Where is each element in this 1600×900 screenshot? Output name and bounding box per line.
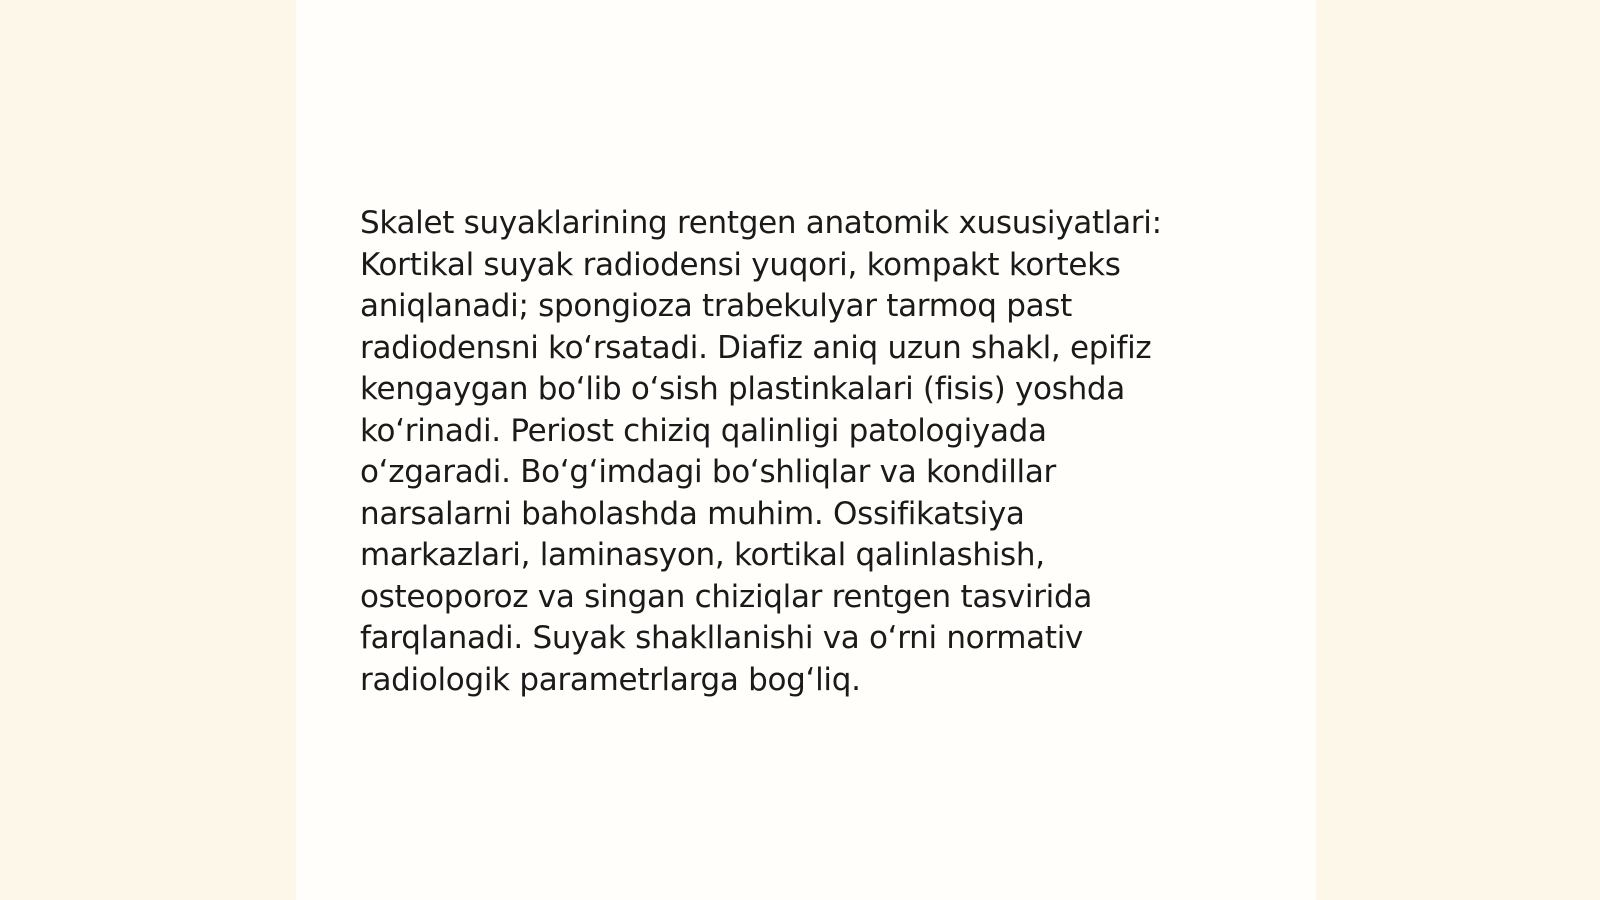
text-line: koʻrinadi. Periost chiziq qalinligi patologiyada [360, 412, 1047, 449]
text-line: radiologik parametrlarga bogʻliq. [360, 661, 861, 698]
text-line: osteoporoz va singan chiziqlar rentgen tasvirida [360, 578, 1093, 615]
text-line: oʻzgaradi. Boʻgʻimdagi boʻshliqlar va kondillar [360, 454, 1056, 490]
text-line: farqlanadi. Suyak shakllanishi va oʻrni normativ [360, 620, 1084, 656]
text-line: radiodensni koʻrsatadi. Diafiz aniq uzun shakl, epifiz [360, 329, 1152, 366]
body-paragraph [360, 203, 1260, 701]
text-line: aniqlanadi; spongioza trabekulyar tarmoq past [360, 288, 1072, 324]
document-page [296, 0, 1316, 900]
text-line: kengaygan boʻlib oʻsish plastinkalari (fisis) yoshda [360, 371, 1126, 407]
text-line: markazlari, laminasyon, kortikal qalinlashish, [360, 537, 1045, 573]
text-line: Kortikal suyak radiodensi yuqori, kompakt korteks [360, 246, 1121, 283]
text-line: Skalet suyaklarining rentgen anatomik xususiyatlari: [360, 205, 1162, 241]
text-line: narsalarni baholashda muhim. Ossifikatsiya [360, 495, 1025, 532]
